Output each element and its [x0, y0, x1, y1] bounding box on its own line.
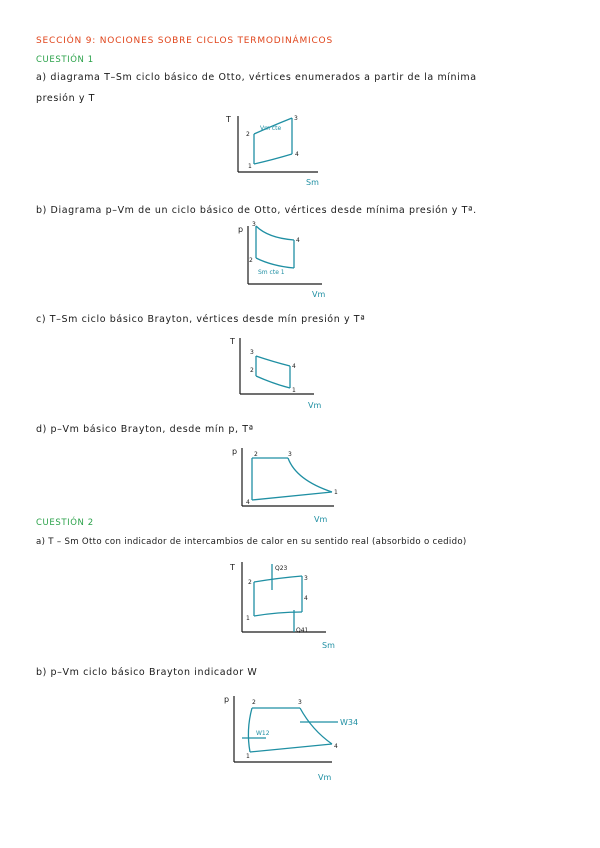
svg-text:4: 4	[295, 151, 299, 158]
svg-text:3: 3	[252, 221, 256, 228]
svg-text:3: 3	[304, 575, 308, 582]
svg-text:W34: W34	[340, 718, 359, 727]
svg-text:Q23: Q23	[275, 565, 288, 572]
svg-text:1: 1	[246, 615, 250, 622]
question-2a: a) T – Sm Otto con indicador de intercambios de calor en su sentido real (absorbido o cedido)	[36, 537, 467, 547]
svg-text:1: 1	[248, 163, 252, 170]
diagram-otto-ts-heat	[226, 556, 346, 652]
svg-text:Vm: Vm	[318, 773, 332, 782]
svg-text:Sm: Sm	[322, 641, 335, 650]
question-c: c) T–Sm ciclo básico Brayton, vértices desde mín presión y Tª	[36, 314, 366, 325]
svg-text:3: 3	[298, 699, 302, 706]
svg-text:2: 2	[246, 131, 250, 138]
svg-text:Vm: Vm	[314, 515, 328, 524]
svg-text:p: p	[224, 695, 230, 704]
section-title: SECCIÓN 9: NOCIONES SOBRE CICLOS TERMODINÁMICOS	[36, 36, 333, 46]
svg-text:2: 2	[249, 257, 253, 264]
svg-text:Sm cte 1: Sm cte 1	[258, 269, 285, 276]
svg-text:4: 4	[292, 363, 296, 370]
svg-text:4: 4	[296, 237, 300, 244]
question-2b: b) p–Vm ciclo básico Brayton indicador W	[36, 667, 258, 678]
svg-text:2: 2	[252, 699, 256, 706]
diagram-brayton-pv-work	[222, 690, 382, 788]
svg-text:2: 2	[248, 579, 252, 586]
svg-text:Vm: Vm	[308, 401, 322, 410]
svg-text:3: 3	[250, 349, 254, 356]
svg-text:4: 4	[246, 499, 250, 506]
cuestion-1-heading: CUESTIÓN 1	[36, 55, 94, 65]
svg-text:Q41: Q41	[296, 627, 309, 634]
question-a-line1: a) diagrama T–Sm ciclo básico de Otto, vértices enumerados a partir de la mínima	[36, 72, 477, 83]
svg-text:1: 1	[292, 387, 296, 394]
diagram-brayton-ts	[228, 332, 328, 414]
axis-t-label: T	[226, 115, 231, 124]
svg-text:4: 4	[334, 743, 338, 750]
svg-text:T: T	[230, 563, 235, 572]
cuestion-2-heading: CUESTIÓN 2	[36, 518, 94, 528]
svg-text:p: p	[238, 225, 244, 234]
question-b: b) Diagrama p–Vm de un ciclo básico de Otto, vértices desde mínima presión y Tª.	[36, 205, 477, 216]
svg-text:W12: W12	[256, 730, 270, 737]
svg-text:Vm cte: Vm cte	[260, 125, 282, 132]
diagram-brayton-pv	[230, 442, 350, 526]
question-d: d) p–Vm básico Brayton, desde mín p, Tª	[36, 424, 254, 435]
svg-text:1: 1	[246, 753, 250, 760]
diagram-otto-pv	[236, 218, 336, 302]
axis-sm-label: Sm	[306, 178, 319, 187]
question-a-line2: presión y T	[36, 93, 96, 104]
svg-text:2: 2	[254, 451, 258, 458]
svg-text:2: 2	[250, 367, 254, 374]
svg-text:Vm: Vm	[312, 290, 326, 299]
svg-text:4: 4	[304, 595, 308, 602]
svg-text:1: 1	[334, 489, 338, 496]
svg-text:p: p	[232, 447, 238, 456]
diagram-otto-ts	[222, 108, 332, 190]
svg-text:T: T	[230, 337, 235, 346]
svg-text:3: 3	[288, 451, 292, 458]
svg-text:3: 3	[294, 115, 298, 122]
